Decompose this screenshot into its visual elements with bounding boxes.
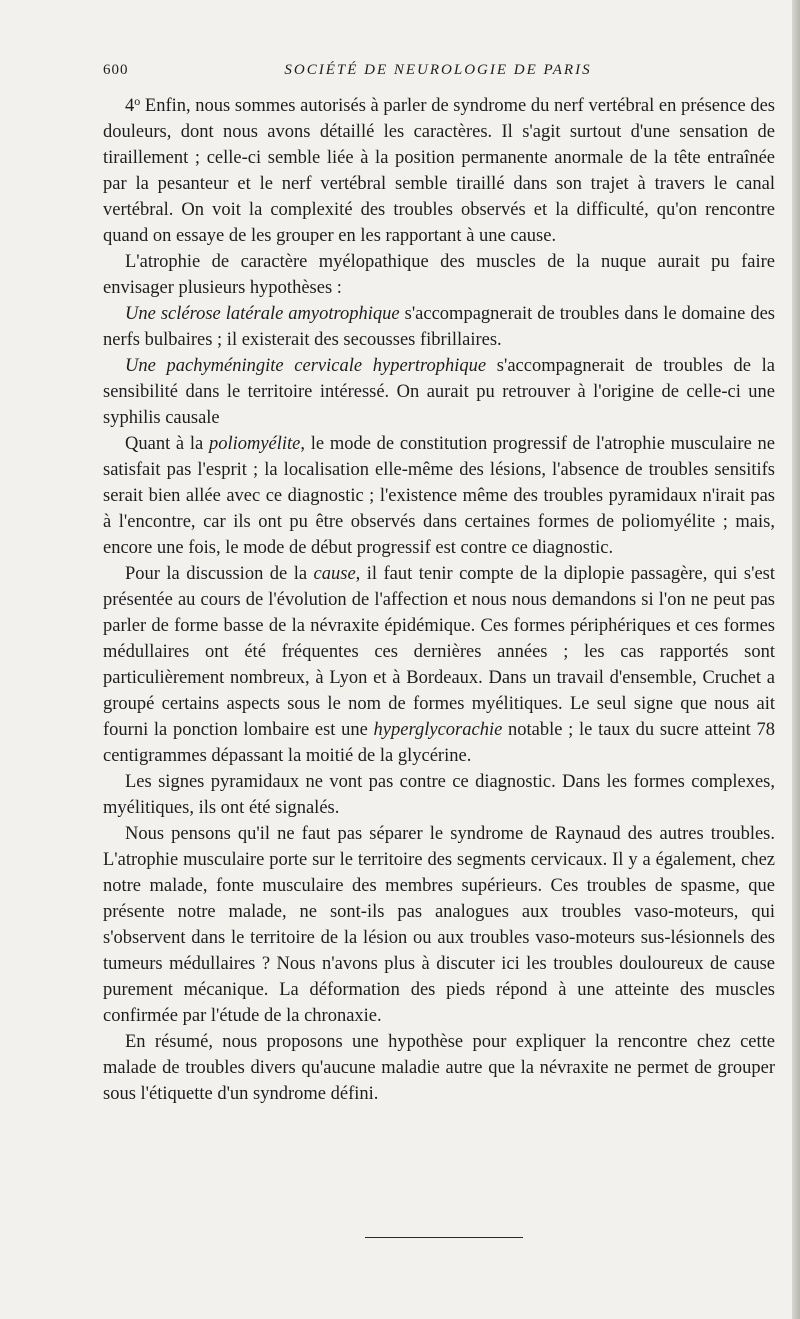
paragraph-poliomyelite	[103, 431, 775, 561]
paragraph-resume	[103, 1029, 775, 1107]
running-header	[103, 58, 775, 82]
paragraph-signes-pyramidaux	[103, 769, 775, 821]
journal-title: SOCIÉTÉ DE NEUROLOGIE DE PARIS	[284, 62, 592, 78]
paragraph-tail-text: notable ; le taux du sucre atteint 78 centigrammes dépassant la moitié de la glycérine.	[103, 720, 775, 766]
paragraph-text: s'accompagnerait de troubles dans le domaine des nerfs bulbaires ; il existerait des secousses fibrillaires.	[103, 304, 775, 350]
paragraph-text: Nous pensons qu'il ne faut pas séparer le syndrome de Raynaud des autres troubles. L'atrophie musculaire porte sur le territoire des segments cervicaux. Il y a également, chez notre malade, fonte musculaire des membres supérieurs. Ces troubles de spasme, que présente notre malade, ne sont-ils pas analogues aux troubles vaso-moteurs, qui s'observent dans le territoire de la lésion ou aux troubles vaso-moteurs sus-lésionnels des tumeurs médullaires ? Nous n'avons plus à discuter ici les troubles douloureux de cause purement mécanique. La déformation des pieds répond à une atteinte des muscles confirmée par l'étude de la chronaxie.	[103, 824, 775, 1026]
italic-term: cause	[313, 564, 356, 584]
paragraph-text: , le mode de constitution progressif de l'atrophie musculaire ne satisfait pas l'esprit ; la localisation elle-même des lésions, l'absence de troubles sensitifs serait bien allée avec ce diagnostic ; l'existence même des troubles pyramidaux n'irait pas à l'encontre, car ils ont pu être observés dans certaines formes de poliomyélite ; mais, encore une fois, le mode de début progressif est contre ce diagnostic.	[103, 434, 775, 558]
paragraph-text: s'accompagnerait de troubles de la sensibilité dans le territoire intéressé. On aurait pu retrouver à l'origine de celle-ci une syphilis causale	[103, 356, 775, 428]
italic-term: hyperglycorachie	[373, 720, 503, 740]
italic-term: Une sclérose latérale amyotrophique	[125, 304, 400, 324]
paragraph-atrophie	[103, 249, 775, 301]
paragraph-lead-text: Pour la discussion de la	[125, 564, 314, 584]
paragraph-text: En résumé, nous proposons une hypothèse pour expliquer la rencontre chez cette malade de troubles divers qu'aucune maladie autre que la névraxite ne permet de grouper sous l'étiquette d'un syndrome défini.	[103, 1032, 775, 1104]
paragraph-text: , il faut tenir compte de la diplopie passagère, qui s'est présentée au cours de l'évolution de l'affection et nous nous demandons si l'on ne peut pas parler de forme basse de la névraxite épidémique. Ces formes périphériques et ces formes médullaires ont été fréquentes ces dernières années ; les cas rapportés sont particulièrement nombreux, à Lyon et à Bordeaux. Dans un travail d'ensemble, Cruchet a groupé certains aspects sous le nom de formes myélitiques. Le seul signe que nous ait fourni la ponction lombaire est une	[103, 564, 776, 740]
body-text	[103, 93, 775, 1107]
paragraph-pachymeningite	[103, 353, 775, 431]
ordinal-superscript: o	[134, 94, 141, 108]
paragraph-text: L'atrophie de caractère myélopathique des muscles de la nuque aurait pu faire envisager plusieurs hypothèses :	[103, 252, 775, 298]
paragraph-raynaud	[103, 821, 775, 1029]
italic-term: poliomyélite	[208, 434, 301, 454]
paragraph-text: Enfin, nous sommes autorisés à parler de syndrome du nerf vertébral en présence des douleurs, dont nous avons détaillé les caractères. Il s'agit surtout d'une sensation de tiraillement ; celle-ci semble liée à la position permanente anormale de la tête entraînée par la pesanteur et le nerf vertébral semble tiraillé dans son trajet à travers le canal vertébral. On voit la complexité des troubles observés et la difficulté, qu'on rencontre quand on essaye de les grouper en les rapportant à une cause.	[103, 96, 775, 246]
paragraph-syndrome-nerf-vertebral	[103, 93, 775, 249]
page-number: 600	[103, 62, 129, 78]
paragraph-lead-text: Quant à la	[125, 434, 209, 454]
section-end-rule	[365, 1237, 523, 1238]
page-edge	[792, 0, 800, 1319]
paragraph-sclerose	[103, 301, 775, 353]
paragraph-text: Les signes pyramidaux ne vont pas contre ce diagnostic. Dans les formes complexes, myélitiques, ils ont été signalés.	[103, 772, 775, 818]
italic-term: Une pachyméningite cervicale hypertrophique	[125, 356, 487, 376]
paragraph-cause	[103, 561, 775, 769]
list-number: 4	[125, 96, 135, 116]
